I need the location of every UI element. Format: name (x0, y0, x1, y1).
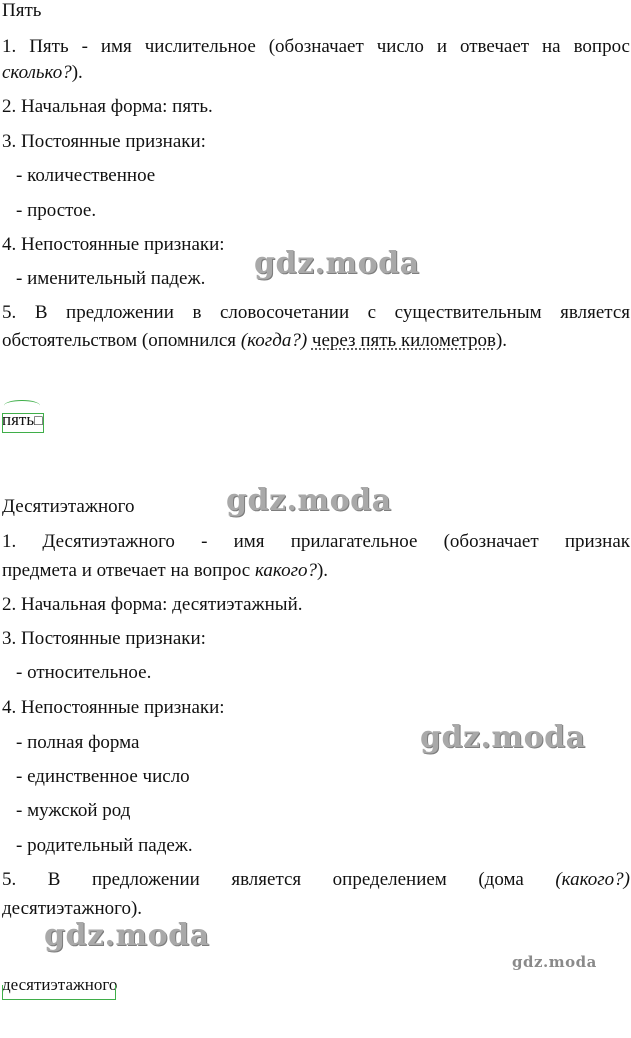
list-item: - относительное. (16, 662, 152, 683)
watermark: gdz.moda (226, 483, 392, 518)
morpheme-box (2, 985, 116, 1000)
list-item: - единственное число (16, 766, 190, 787)
paragraph-5-line-2: десятиэтажного). (2, 898, 143, 919)
watermark-small: gdz.moda (512, 953, 597, 971)
watermark: gdz.moda (254, 246, 420, 281)
paragraph-3-heading: 3. Постоянные признаки: (2, 131, 206, 152)
paragraph-2: 2. Начальная форма: десятиэтажный. (2, 594, 303, 615)
list-item: - мужской род (16, 800, 131, 821)
paragraph-3-heading: 3. Постоянные признаки: (2, 628, 206, 649)
paragraph-2: 2. Начальная форма: пять. (2, 96, 213, 117)
paragraph-5-line-2: обстоятельством (опомнился (когда?) через пять километров). (2, 330, 508, 351)
parse-word-pyat: пять□ (2, 410, 43, 429)
paragraph-4-heading: 4. Непостоянные признаки: (2, 697, 225, 718)
list-item: - простое. (16, 200, 97, 221)
list-item: - количественное (16, 165, 156, 186)
watermark: gdz.moda (420, 720, 586, 755)
list-item: - родительный падеж. (16, 835, 193, 856)
paragraph-1-line-2: предмета и отвечает на вопрос какого?). (2, 560, 329, 581)
list-item: - полная форма (16, 732, 140, 753)
paragraph-1-line-1: 1. Десятиэтажного - имя прилагательное (обозначает признак (2, 531, 630, 552)
paragraph-1-line-1: 1. Пять - имя числительное (обозначает число и отвечает на вопрос (2, 36, 630, 57)
paragraph-5-line-1: 5. В предложении в словосочетании с существительным является (2, 302, 630, 323)
list-item: - именительный падеж. (16, 268, 206, 289)
parse-word-desyatietazhnogo: десятиэтажного (2, 975, 118, 994)
paragraph-5-line-1: 5. В предложении является определением (дома (какого?) (2, 869, 630, 890)
paragraph-1-line-2: сколько?). (2, 62, 83, 83)
watermark: gdz.moda (44, 918, 210, 953)
section-title-desyatietazhnogo: Десятиэтажного (2, 496, 135, 517)
morpheme-root-box (2, 413, 44, 433)
section-title-pyat: Пять (2, 0, 42, 21)
paragraph-4-heading: 4. Непостоянные признаки: (2, 234, 225, 255)
